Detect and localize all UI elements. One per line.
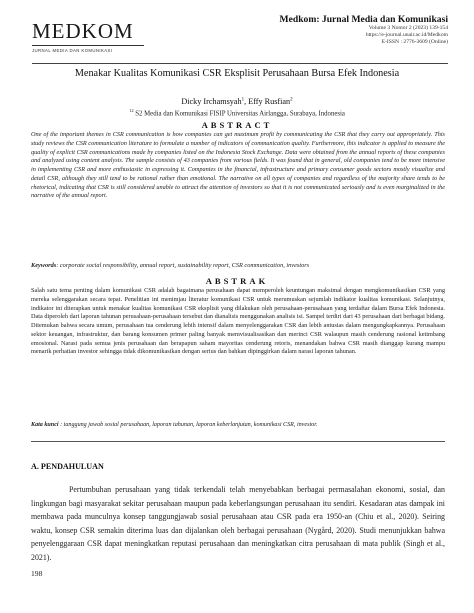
header-divider <box>32 63 448 64</box>
author-1: Dicky Irchamsyah <box>181 97 242 106</box>
journal-title: Medkom: Jurnal Media dan Komunikasi <box>279 14 448 25</box>
kata-kunci-label: Kata kunci <box>31 422 59 428</box>
abstrak-text: Salah satu tema penting dalam komunikasi CSR adalah bagaimana perusahaan dapat memperoleh keuntungan maksimal dengan mengkomunikasikan CSR yang mereka selenggarakan secara tepat. Penelitian ini menimjau literatur komunikasi CSR untuk merumuskan sejumlah indikator kualitas komunikasi. Selanjutnya, indikator ini diterapkan untuk menakar kualitas komunikasi CSR eksplisit yang dilakukan oleh perusahaan-perusahaan yang terdaftar dalam Bursa Efek Indonesia. Data diperoleh dari laporan tahunan perusahaan-perusahaan tersebut dan dianalisis menggunakan analisis isi. Sampel terdiri dari 43 perusahaan dari berbagai bidang. Ditemukan bahwa secara umum, perusahaan tua cenderung lebih intensif dalam menyelenggarakan CSR dan lebih antusias dalam mengungkapkannya. Perusahaan sektor keuangan, infrastruktur, dan barang konsumen primer paling banyak memvisualisasikan dan merinci CSR walaupun masih cenderung rasional ketimbang emosional. Narasi pada semua jenis perusahaan dan berapapun saham mayoritas cenderung retoris, menandakan bahwa CSR masih dianggap kurang mampu menarik perhatian investor sehingga tidak dikomunikasikan dengan serius dan bahkan dipinggirkan dalam narasi laporan tahunan. <box>31 287 445 356</box>
abstract-heading: ABSTRACT <box>201 120 273 130</box>
author-separator: , <box>244 97 249 106</box>
kata-kunci-line <box>31 421 445 429</box>
abstract-divider <box>31 441 445 442</box>
journal-issn: E-ISSN : 2776-3609 (Online) <box>381 39 448 45</box>
affiliation-superscript: 12 <box>129 108 134 113</box>
keywords-line <box>31 262 445 270</box>
logo-tagline: JURNAL MEDIA DAN KOMUNIKASI <box>32 48 113 53</box>
author-1-superscript: 1 <box>241 97 245 103</box>
author-2-superscript: 2 <box>290 97 293 103</box>
journal-logo <box>32 20 152 53</box>
journal-volume: Volume 3 Nomor 2 (2023) 139-154 <box>368 25 448 31</box>
abstrak-heading: ABSTRAK <box>205 276 269 286</box>
keywords-list: : corporate social responsibility, annual report, sustainability report, CSR communication, investors <box>56 262 310 269</box>
affiliation <box>0 108 474 117</box>
journal-url[interactable]: https://e-journal.unair.ac.id/Medkom <box>365 32 448 38</box>
affiliation-text: S2 Media dan Komunikasi FISIP Universitas Airlangga, Surabaya, Indonesia <box>133 110 345 118</box>
paper-title: Menakar Kualitas Komunikasi CSR Eksplisit Perusahaan Bursa Efek Indonesia <box>74 68 400 79</box>
logo-divider <box>32 45 144 46</box>
author-2: Effy Rusfian <box>248 97 291 106</box>
abstract-text: One of the important themes in CSR communication is how companies can get maximum profit by communicating the CSR that they carry out appropriately. This study reviews the CSR communication literature to formulate a number of indicators of communication quality. Furthermore, this indicator is applied to measure the quality of explicit CSR communications made by companies listed on the Indonesia Stock Exchange. Data were obtained from the annual reports of these companies and analyzed using content analysis. The sample consists of 43 companies from various fields. It was found that in general, old companies tend to be more intensive in implementing CSR and more enthusiastic in expressing it. Companies in the financial, infrastructure and primary consumer goods sectors mostly visualize and detail CSR, although they still tend to be rational rather than emotional. The narrative on all types of companies and regardless of the majority share tends to be rhetorical, indicating that CSR is still considered unable to attract the attention of investors so that it is not communicated seriously and is even marginalized in the narrative of the annual report. <box>31 131 445 200</box>
introduction-heading: A. PENDAHULUAN <box>31 462 104 471</box>
keywords-label: Keywords <box>31 262 57 269</box>
logo-wordmark: MEDKOM <box>32 19 134 43</box>
journal-info <box>280 14 448 46</box>
page-number: 198 <box>31 569 43 578</box>
introduction-text: Pertumbuhan perusahaan yang tidak terkendali telah menyebabkan berbagai permasalahan ekonomi, sosial, dan lingkungan bagi masyarakat sekitar perusahaan maupun pada keberlangsungan perusahaan itu sendiri. Kesadaran atas dampak ini membawa pada munculnya konsep tanggungjawab sosial perusahaan atau CSR pada era 1950-an (Chiu et al., 2020). Seiring waktu, konsep CSR semakin diterima luas dan dijalankan oleh berbagai perusahaan (Nygård, 2020). Studi menunjukkan bahwa penyelenggaraan CSR dapat meningkatkan reputasi perusahaan dan meningkatkan citra perusahaan di mata publik (Singh et al., 2021). <box>31 485 445 562</box>
author-line <box>0 97 474 106</box>
kata-kunci-list: : tanggung jawab sosial perusahaan, laporan tahunan, laporan keberlanjutan, komunikasi CSR, investor. <box>58 422 318 428</box>
